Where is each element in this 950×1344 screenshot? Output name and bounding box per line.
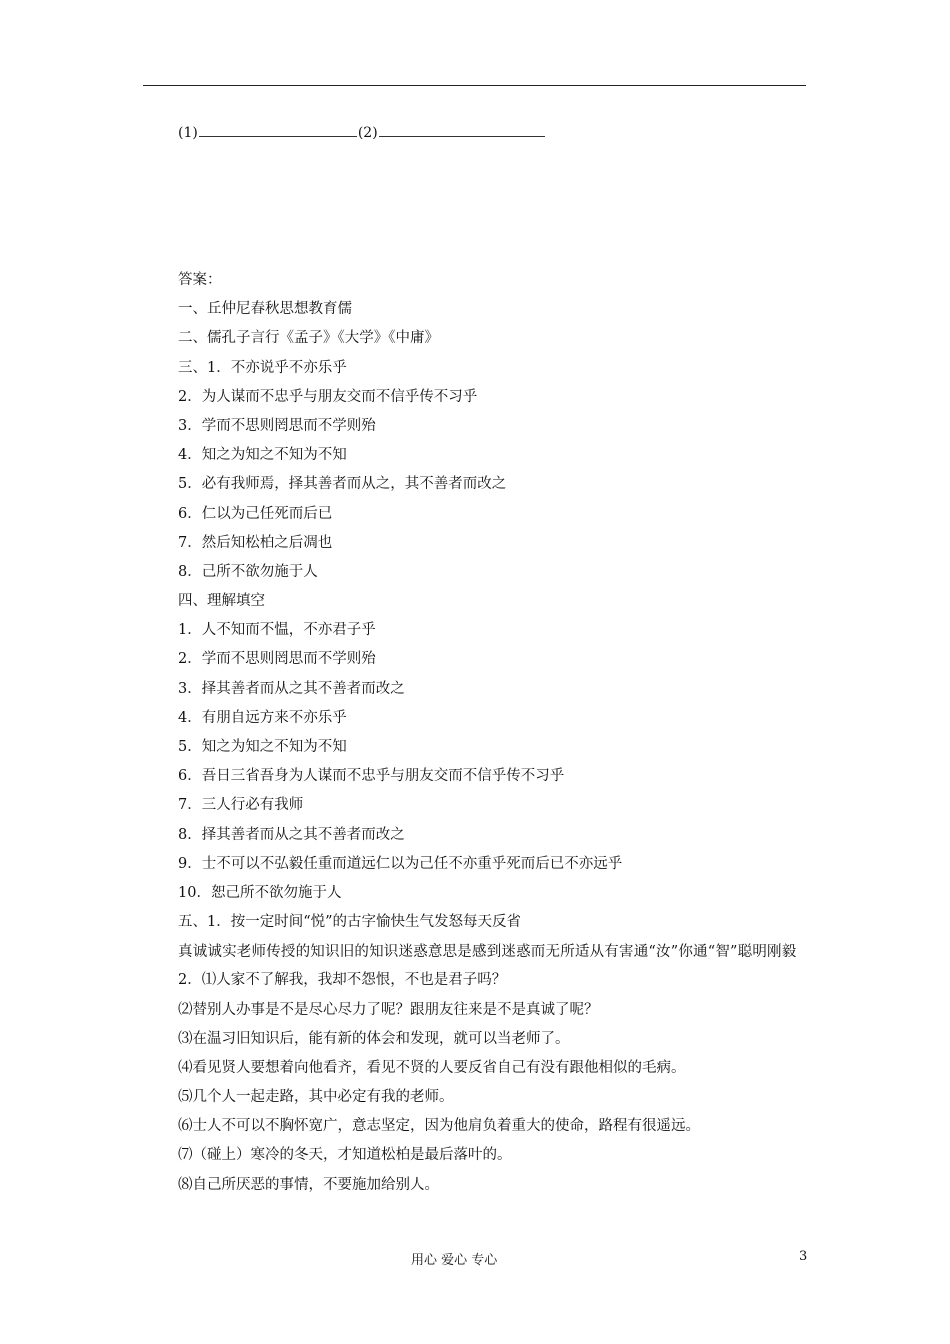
answer-line: 8．己所不欲勿施于人	[178, 563, 318, 580]
answer-line: 一、丘仲尼春秋思想教育儒	[178, 301, 352, 318]
fill-in-blanks	[178, 122, 546, 143]
translation-line: ⑺（碰上）寒冷的冬天，才知道松柏是最后落叶的。	[178, 1147, 512, 1164]
translation-line: ⑵替别人办事是不是尽心尽力了呢？跟朋友往来是不是真诚了呢？	[178, 1001, 599, 1018]
answer-line: 5．知之为知之不知为不知	[178, 739, 347, 755]
page-number: 3	[799, 1249, 808, 1264]
translation-line: ⑶在温习旧知识后，能有新的体会和发现，就可以当老师了。	[178, 1030, 570, 1047]
answer-line: 二、儒孔子言行《孟子》《大学》《中庸》	[178, 330, 439, 347]
answer-line: 3．择其善者而从之其不善者而改之	[178, 680, 405, 697]
translation-line: ⑷看见贤人要想着向他看齐，看见不贤的人要反省自己有没有跟他相似的毛病。	[178, 1059, 686, 1076]
answer-heading: 答案：	[178, 272, 222, 288]
section-heading: 四、理解填空	[178, 593, 265, 610]
translation-line: ⑹士人不可以不胸怀宽广，意志坚定，因为他肩负着重大的使命，路程有很遥远。	[178, 1118, 700, 1135]
answer-line: 2．学而不思则罔思而不学则殆	[178, 651, 376, 668]
answer-line: 6．仁以为己任死而后已	[178, 505, 333, 522]
blank-line-1[interactable]	[199, 122, 357, 137]
blank-line-2[interactable]	[379, 122, 545, 137]
answer-line: 2．为人谋而不忠乎与朋友交而不信乎传不习乎	[178, 388, 478, 405]
answer-line: 9．士不可以不弘毅任重而道远仁以为己任不亦重乎死而后已不亦远乎	[178, 855, 623, 872]
vocabulary-paragraph	[178, 937, 818, 966]
answer-line: 4．知之为知之不知为不知	[178, 447, 347, 464]
answer-line: 五、1．按一定时间“悦”的古字愉快生气发怒每天反省	[178, 914, 522, 931]
blank-label-2: (2)	[357, 125, 378, 141]
answer-line: 4．有朋自远方来不亦乐乎	[178, 709, 347, 726]
answer-line: 8．择其善者而从之其不善者而改之	[178, 826, 405, 843]
answer-section	[178, 266, 818, 1200]
answer-line: 10．恕己所不欲勿施于人	[178, 884, 342, 901]
answer-line: 7．然后知松柏之后凋也	[178, 534, 333, 551]
translation-line: ⑸几个人一起走路，其中必定有我的老师。	[178, 1089, 454, 1106]
answer-line: 三、1．不亦说乎不亦乐乎	[178, 359, 347, 376]
blank-label-1: (1)	[178, 125, 198, 141]
footer-motto: 用心 爱心 专心	[411, 1253, 498, 1268]
answer-line: 3．学而不思则罔思而不学则殆	[178, 417, 376, 434]
answer-line: 1．人不知而不愠，不亦君子乎	[178, 622, 376, 639]
translation-line: 2．⑴人家不了解我，我却不怨恨，不也是君子吗？	[178, 972, 507, 989]
answer-line: 6．吾日三省吾身为人谋而不忠乎与朋友交而不信乎传不习乎	[178, 768, 565, 785]
answer-line: 5．必有我师焉，择其善者而从之，其不善者而改之	[178, 476, 507, 493]
translation-line: ⑻自己所厌恶的事情，不要施加给别人。	[178, 1176, 439, 1193]
header-rule	[143, 85, 806, 86]
vocabulary-text: 真诚诚实老师传授的知识旧的知识迷惑意思是感到迷惑而无所适从有害通“汝”你通“智”聪明刚毅	[178, 944, 797, 961]
answer-line: 7．三人行必有我师	[178, 797, 304, 814]
